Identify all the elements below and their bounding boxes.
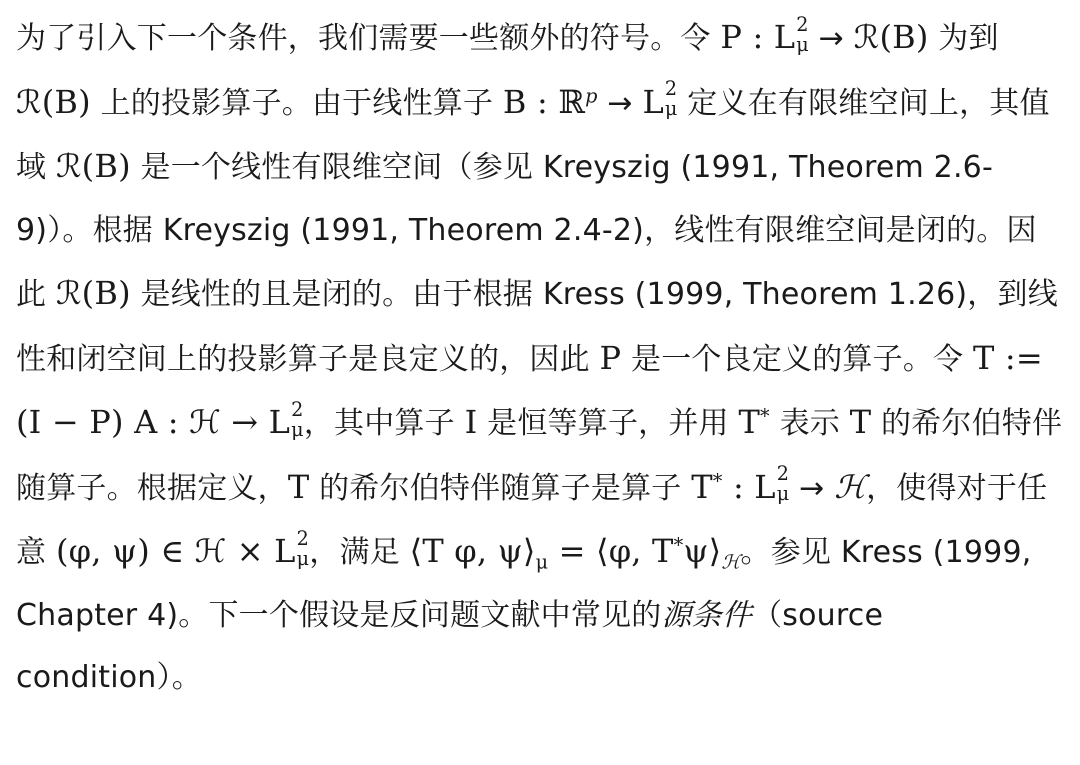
math-identity-i: I	[464, 403, 478, 441]
math-p: P	[599, 338, 622, 377]
text-run: 是一个良定义的算子。令	[621, 341, 973, 377]
text-run: 是一个线性有限维空间（参见 Kreyszig (1991, Theorem 2.6-9)）。根据 Kreyszig (1991, Theorem 2.4-2)，线性有限维空间是闭的。因此	[16, 150, 1037, 312]
math-inner-product-identity: ⟨T φ, $\psi⟩_\mu$ = ⟨φ, $T^*\psi⟩_ℋ$	[409, 532, 741, 574]
math-t: T	[849, 403, 872, 441]
text-run: （source condition）。	[16, 597, 884, 695]
text-run: ，满足	[309, 535, 410, 570]
text-run: 。参见 Kress (1999, Chapter 4)。下一个假设是反问题文献中常见的	[16, 535, 1032, 633]
arrow: →	[789, 470, 835, 506]
math-range-b: ℛ(B)	[16, 82, 91, 121]
text-run: 定义在有限维空间上，其值域	[16, 85, 1050, 185]
arrow: →	[808, 21, 854, 56]
math-range-b: ℛ(B)	[55, 274, 131, 312]
text-run: 为了引入下一个条件，我们需要一些额外的符号。令	[16, 21, 721, 56]
text-run: 上的投影算子。由于线性算子	[90, 85, 503, 121]
math-pair-set: (φ, ψ) ∈ ℋ × L 2 μ	[55, 526, 310, 570]
math-projection-p: P : L 2 μ	[720, 12, 809, 56]
text-run: 的希尔伯特伴随算子。根据定义，	[16, 406, 1063, 506]
math-t-star: T*	[738, 403, 770, 441]
math-t: T	[287, 467, 310, 506]
text-run: 是恒等算子，并用	[477, 406, 739, 441]
text-run: 是线性的且是闭的。由于根据 Kress (1999, Theorem 1.26)，到线性和闭空间上的投影算子是良定义的，因此	[16, 277, 1058, 377]
math-hilbert-h: ℋ	[834, 467, 867, 506]
math-range-b: ℛ(B)	[55, 147, 131, 185]
math-operator-t: T := (I − P) A : ℋ → L 2 μ	[16, 338, 1043, 441]
text-run: 表示	[769, 406, 850, 441]
text-run: 为到	[928, 21, 999, 56]
math-l2mu: L 2 μ	[642, 77, 678, 121]
math-operator-b: B : ℝ$^p$	[502, 82, 598, 121]
math-range-b: ℛ(B)	[853, 18, 929, 56]
text-run: ，使得对于任意	[16, 470, 1048, 570]
emphasis-source-condition: 源条件	[661, 597, 753, 633]
text-run: 的希尔伯特伴随算子是算子	[309, 470, 692, 506]
paragraph	[16, 6, 1066, 710]
arrow: →	[597, 85, 643, 121]
text-run: ，其中算子	[303, 406, 465, 441]
math-adjoint-def: T* : L 2 μ	[691, 462, 790, 506]
